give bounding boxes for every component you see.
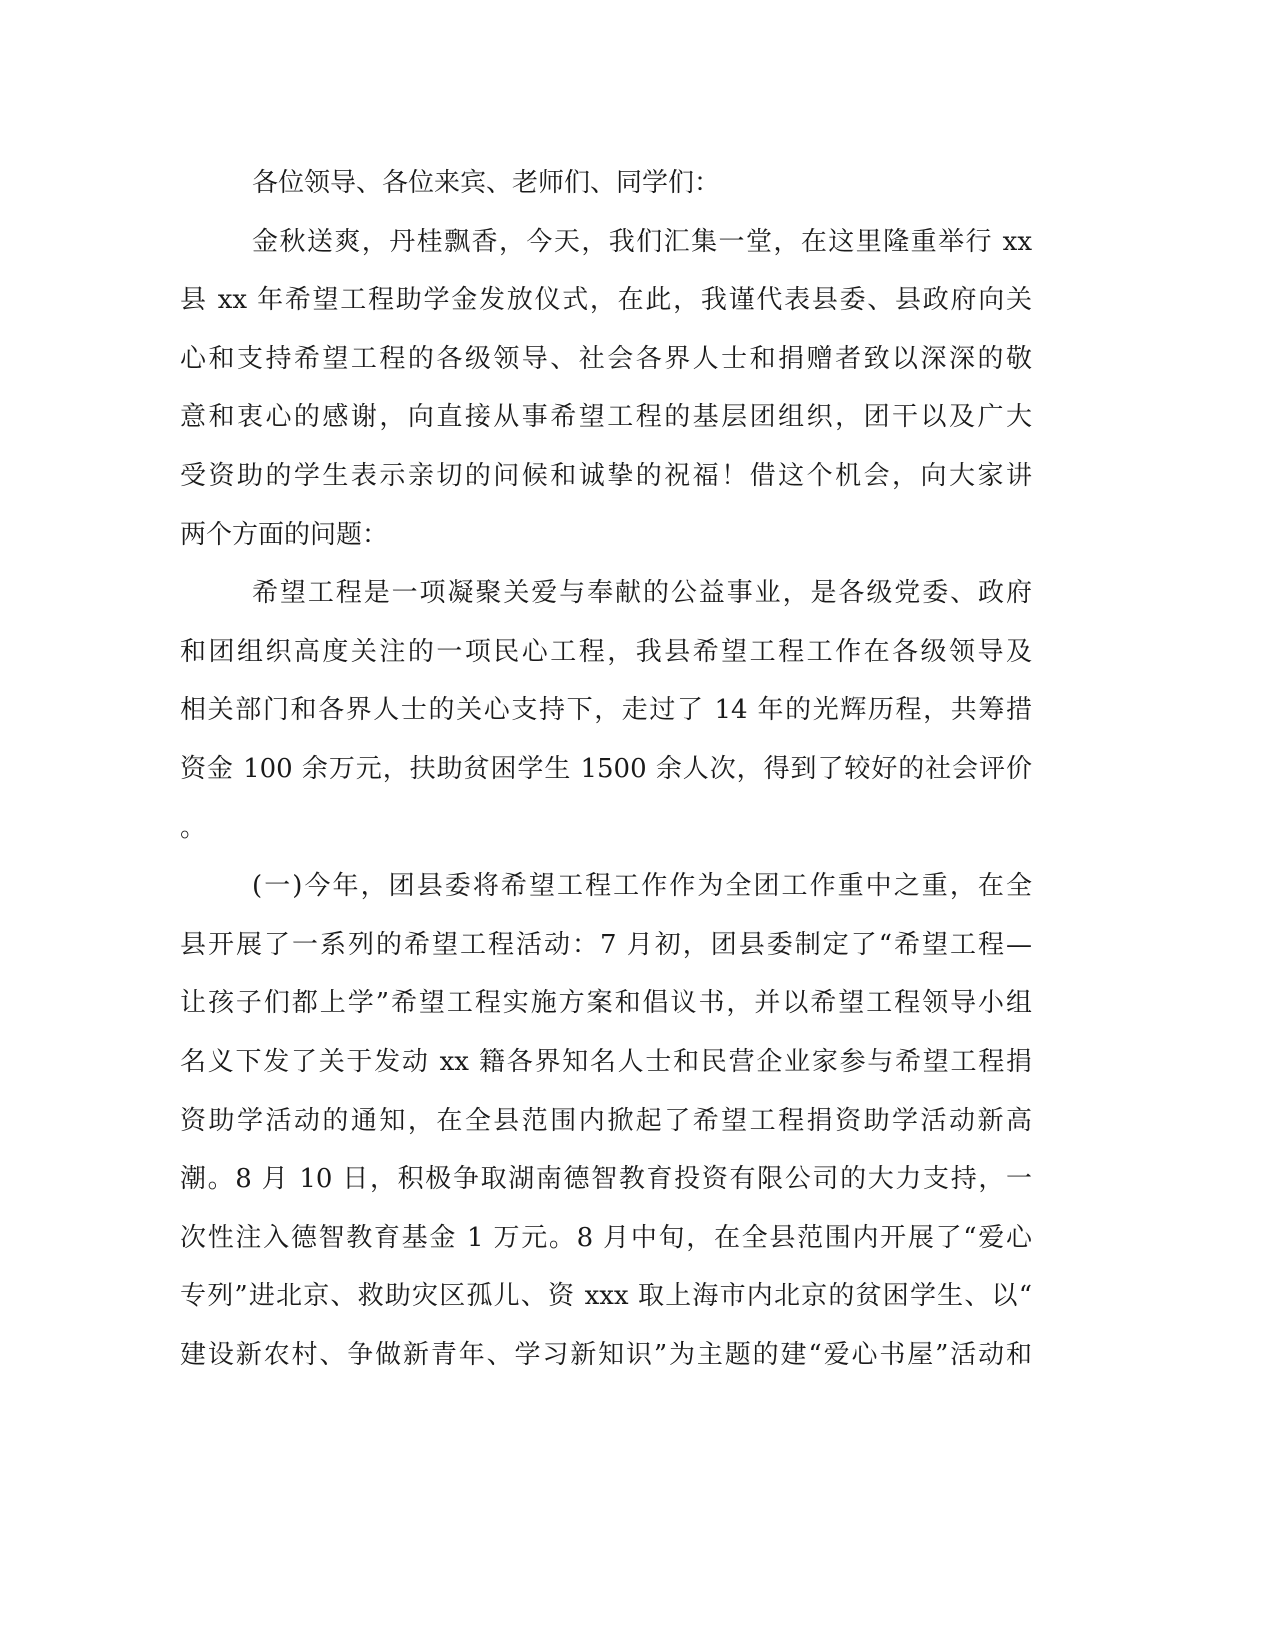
text-line: 意和衷心的感谢，向直接从事希望工程的基层团组织，团干以及广大 — [180, 402, 1032, 433]
text-line: 专列”进北京、救助灾区孤儿、资 xxx 取上海市内北京的贫困学生、以“ — [180, 1281, 1032, 1312]
text-line: 次性注入德智教育基金 1 万元。8 月中旬，在全县范围内开展了“爱心 — [180, 1222, 1032, 1253]
text-line: 建设新农村、争做新青年、学习新知识”为主题的建“爱心书屋”活动和 — [180, 1339, 1032, 1370]
text-line: 相关部门和各界人士的关心支持下，走过了 14 年的光辉历程，共筹措 — [180, 695, 1032, 726]
text-line: 两个方面的问题： — [180, 519, 389, 550]
text-line: 资助学活动的通知，在全县范围内掀起了希望工程捐资助学活动新高 — [180, 1105, 1032, 1136]
text-line: 县 xx 年希望工程助学金发放仪式，在此，我谨代表县委、县政府向关 — [180, 285, 1032, 316]
text-line: 和团组织高度关注的一项民心工程，我县希望工程工作在各级领导及 — [180, 636, 1032, 667]
text-line: 金秋送爽，丹桂飘香，今天，我们汇集一堂，在这里隆重举行 xx — [252, 226, 1032, 257]
text-line: 资金 100 余万元，扶助贫困学生 1500 余人次，得到了较好的社会评价 — [180, 753, 1032, 784]
text-line: 。 — [180, 812, 207, 843]
text-line: 潮。8 月 10 日，积极争取湖南德智教育投资有限公司的大力支持，一 — [180, 1164, 1032, 1195]
text-line: 心和支持希望工程的各级领导、社会各界人士和捐赠者致以深深的敬 — [180, 343, 1032, 374]
text-line: 县开展了一系列的希望工程活动：7 月初，团县委制定了“希望工程— — [180, 929, 1032, 960]
text-line: 让孩子们都上学”希望工程实施方案和倡议书，并以希望工程领导小组 — [180, 988, 1032, 1019]
text-line: 名义下发了关于发动 xx 籍各界知名人士和民营企业家参与希望工程捐 — [180, 1046, 1032, 1077]
document-body — [180, 154, 1032, 1384]
text-line: (一)今年，团县委将希望工程工作作为全团工作重中之重，在全 — [252, 871, 1032, 902]
text-line: 希望工程是一项凝聚关爱与奉献的公益事业，是各级党委、政府 — [252, 578, 1032, 609]
text-line: 受资助的学生表示亲切的问候和诚挚的祝福！借这个机会，向大家讲 — [180, 460, 1032, 491]
salutation-line: 各位领导、各位来宾、老师们、同学们： — [252, 168, 721, 198]
